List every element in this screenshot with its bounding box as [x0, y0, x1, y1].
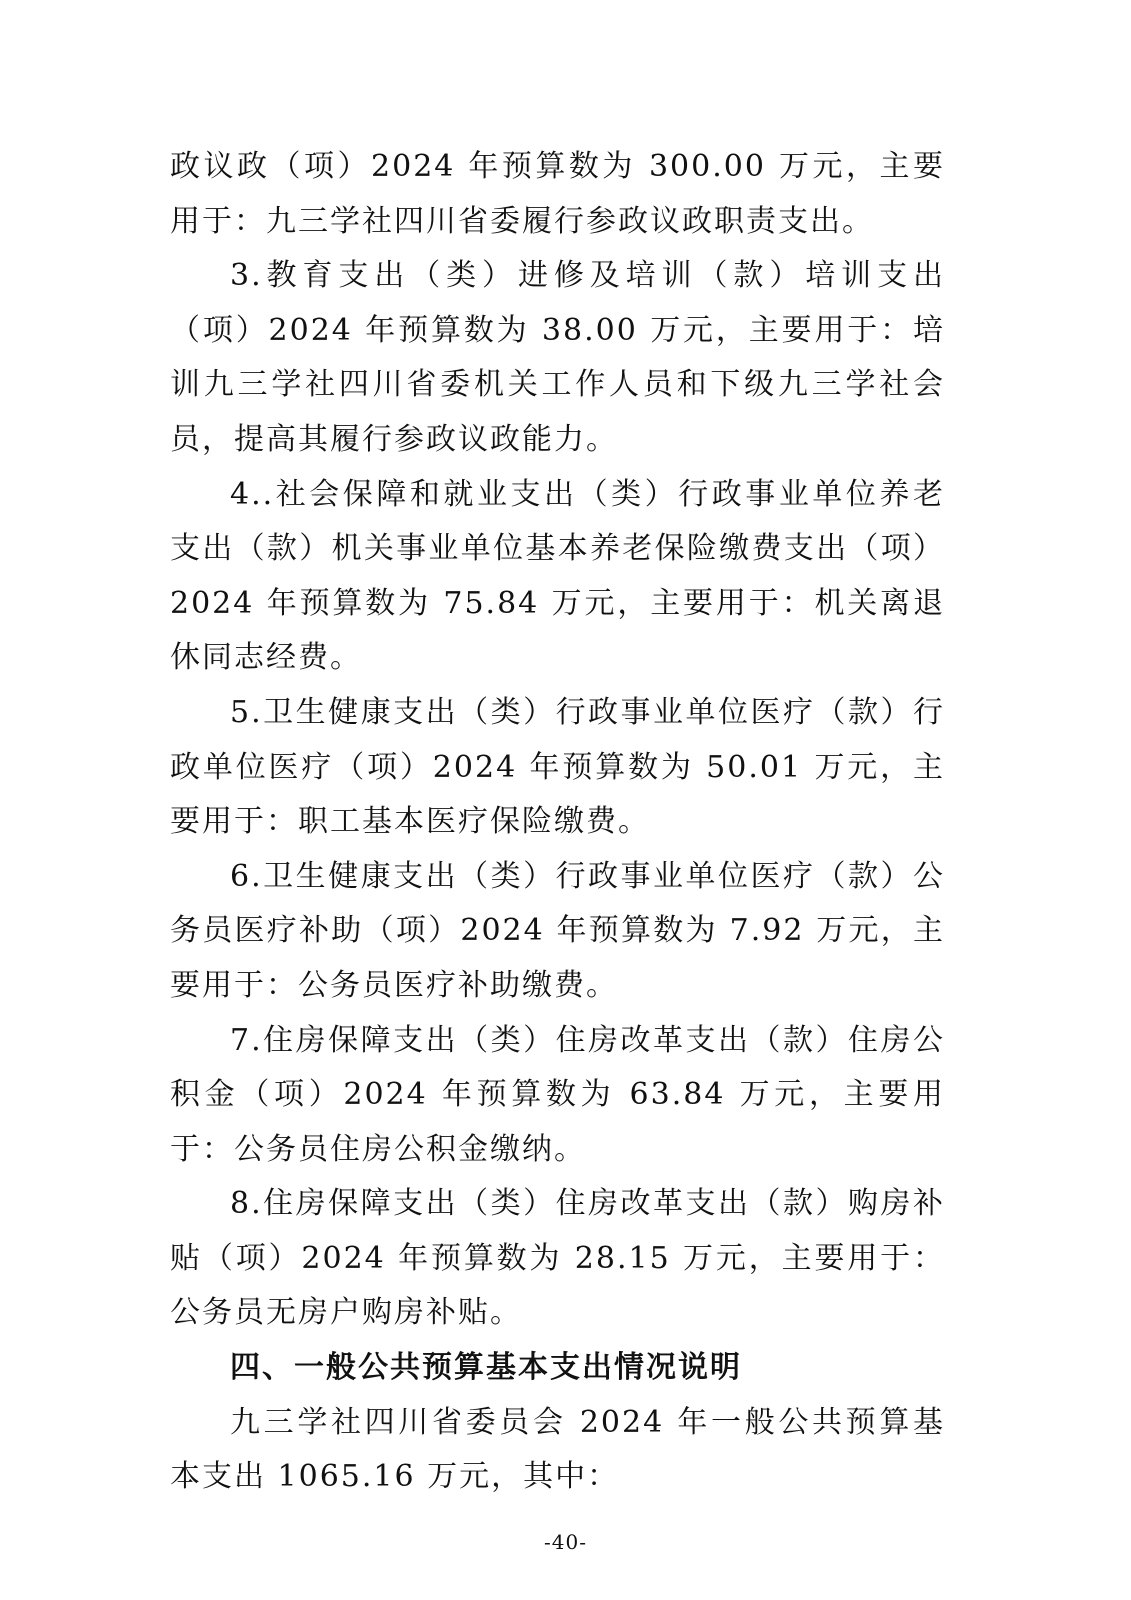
paragraph-item-6: 6.卫生健康支出（类）行政事业单位医疗（款）公务员医疗补助（项）2024 年预算数为 7.92 万元，主要用于：公务员医疗补助缴费。: [170, 858, 945, 1003]
closing-paragraph: 九三学社四川省委员会 2024 年一般公共预算基本支出 1065.16 万元，其中：: [170, 1404, 945, 1495]
paragraph-continuation: 政议政（项）2024 年预算数为 300.00 万元，主要用于：九三学社四川省委履行参政议政职责支出。: [170, 149, 945, 239]
paragraph-item-7: 7.住房保障支出（类）住房改革支出（款）住房公积金（项）2024 年预算数为 63.84 万元，主要用于：公务员住房公积金缴纳。: [170, 1022, 945, 1167]
section-heading: 四、一般公共预算基本支出情况说明: [230, 1350, 742, 1386]
paragraph-item-8: 8.住房保障支出（类）住房改革支出（款）购房补贴（项）2024 年预算数为 28.15 万元，主要用于：公务员无房户购房补贴。: [170, 1186, 945, 1331]
page-number: -40-: [544, 1530, 587, 1554]
document-body: [170, 140, 945, 1505]
paragraph-item-5: 5.卫生健康支出（类）行政事业单位医疗（款）行政单位医疗（项）2024 年预算数为 50.01 万元，主要用于：职工基本医疗保险缴费。: [170, 694, 945, 840]
paragraph-item-3: 3.教育支出（类）进修及培训（款）培训支出（项）2024 年预算数为 38.00 万元，主要用于：培训九三学社四川省委机关工作人员和下级九三学社会员，提高其履行参政议政能力。: [170, 258, 945, 457]
paragraph-item-4: 4..社会保障和就业支出（类）行政事业单位养老支出（款）机关事业单位基本养老保险缴费支出（项）2024 年预算数为 75.84 万元，主要用于：机关离退休同志经费。: [170, 476, 945, 676]
